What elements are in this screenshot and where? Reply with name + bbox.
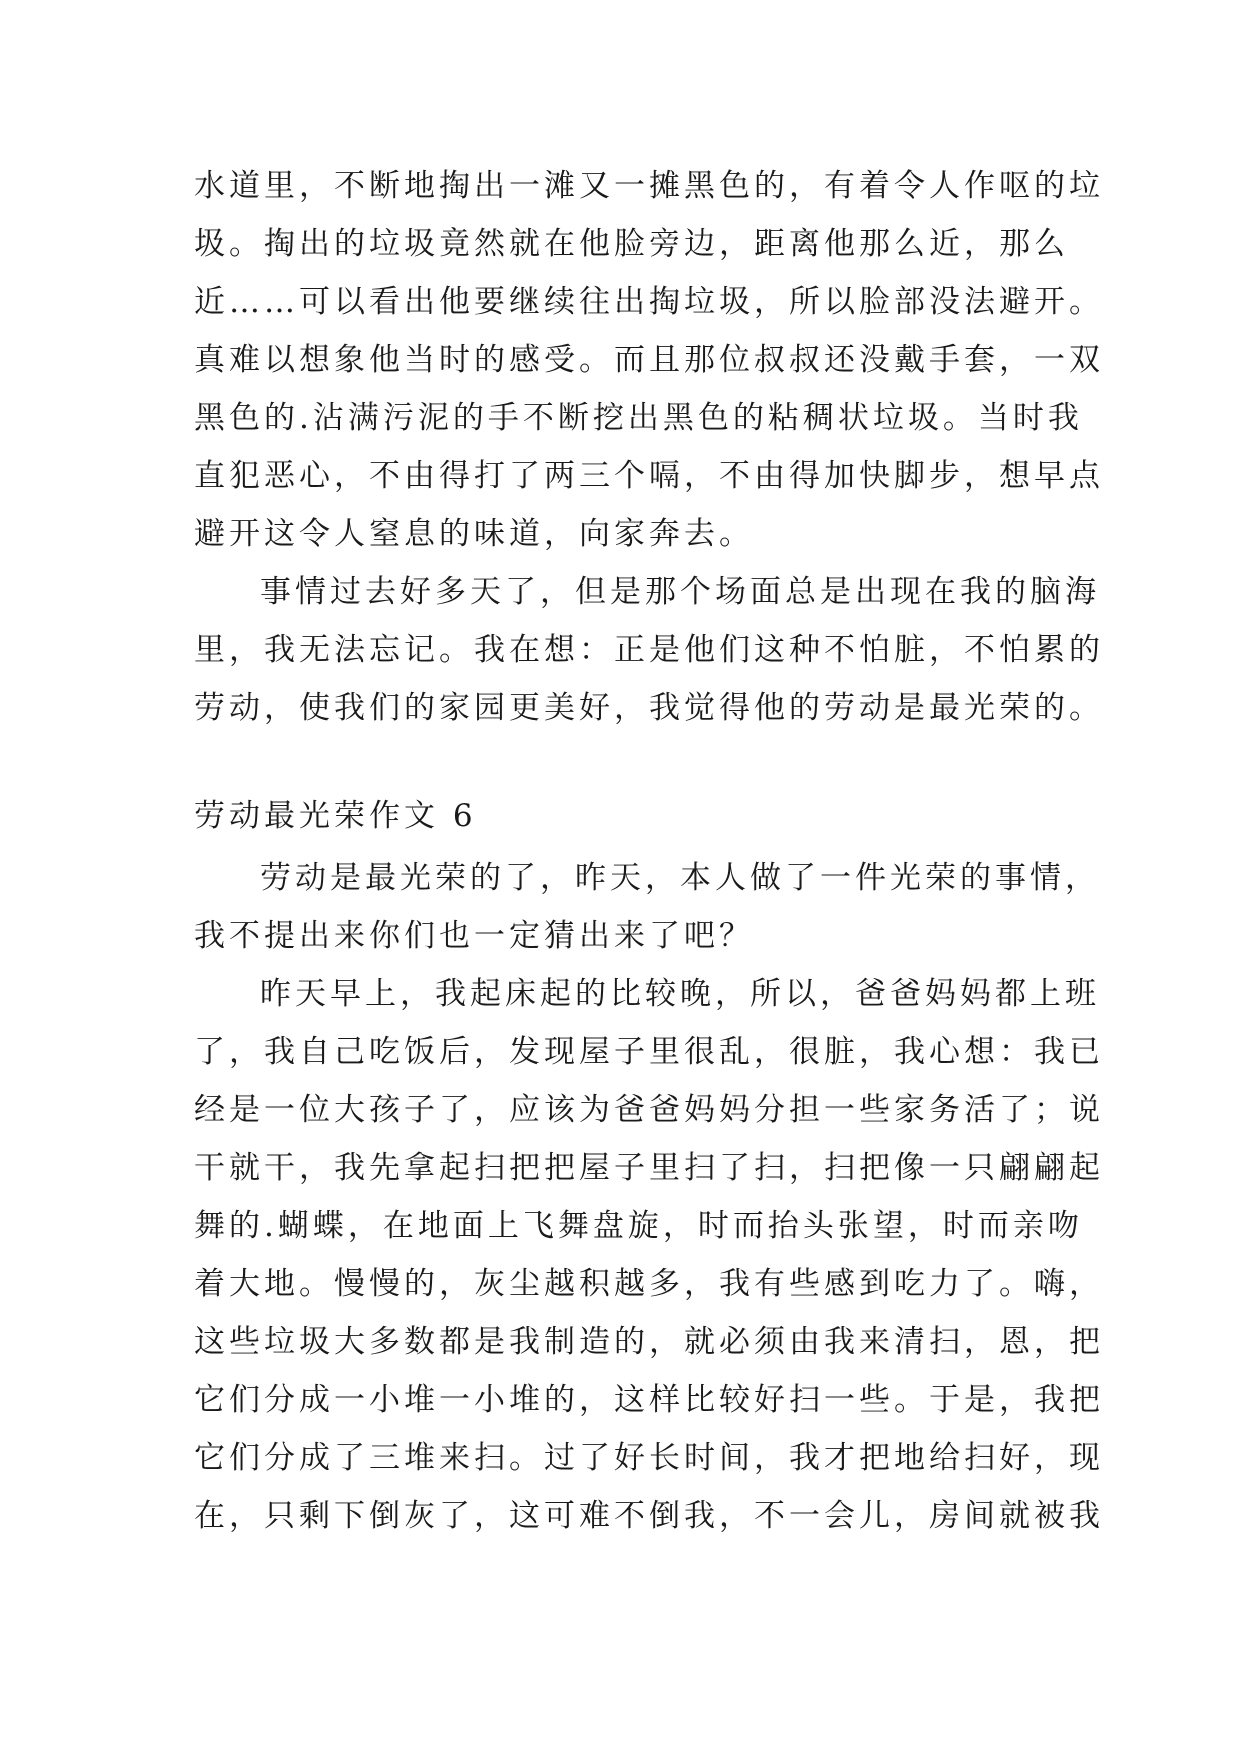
- paragraph-line: 真难以想象他当时的感受。而且那位叔叔还没戴手套，一双: [194, 342, 1104, 378]
- paragraph-line: 事情过去好多天了，但是那个场面总是出现在我的脑海: [260, 574, 1100, 610]
- section-title: 劳动最光荣作文 6: [194, 798, 477, 834]
- paragraph-line: 着大地。慢慢的，灰尘越积越多，我有些感到吃力了。嗨，: [194, 1266, 1104, 1302]
- paragraph-line: 我不提出来你们也一定猜出来了吧？: [194, 918, 754, 954]
- paragraph-line: 水道里，不断地掏出一滩又一摊黑色的，有着令人作呕的垃: [194, 168, 1104, 204]
- paragraph-line: 这些垃圾大多数都是我制造的，就必须由我来清扫，恩，把: [194, 1324, 1104, 1360]
- paragraph-line: 干就干，我先拿起扫把把屋子里扫了扫，扫把像一只翩翩起: [194, 1150, 1104, 1186]
- paragraph-line: 昨天早上，我起床起的比较晚，所以，爸爸妈妈都上班: [260, 976, 1100, 1012]
- paragraph-line: 经是一位大孩子了，应该为爸爸妈妈分担一些家务活了；说: [194, 1092, 1104, 1128]
- paragraph-line: 它们分成了三堆来扫。过了好长时间，我才把地给扫好，现: [194, 1440, 1104, 1476]
- paragraph-line: 避开这令人窒息的味道，向家奔去。: [194, 516, 754, 552]
- paragraph-line: 它们分成一小堆一小堆的，这样比较好扫一些。于是，我把: [194, 1382, 1104, 1418]
- paragraph-line: 圾。掏出的垃圾竟然就在他脸旁边，距离他那么近，那么: [194, 226, 1069, 262]
- paragraph-line: 直犯恶心，不由得打了两三个嗝，不由得加快脚步，想早点: [194, 458, 1104, 494]
- paragraph-line: 里，我无法忘记。我在想：正是他们这种不怕脏，不怕累的: [194, 632, 1104, 668]
- paragraph-line: 舞的.蝴蝶，在地面上飞舞盘旋，时而抬头张望，时而亲吻: [194, 1208, 1083, 1244]
- paragraph-line: 在，只剩下倒灰了，这可难不倒我，不一会儿，房间就被我: [194, 1498, 1104, 1534]
- paragraph-line: 黑色的.沾满污泥的手不断挖出黑色的粘稠状垃圾。当时我: [194, 400, 1083, 436]
- paragraph-line: 劳动是最光荣的了，昨天，本人做了一件光荣的事情，: [260, 860, 1100, 896]
- paragraph-line: 了，我自己吃饭后，发现屋子里很乱，很脏，我心想：我已: [194, 1034, 1104, 1070]
- paragraph-line: 近……可以看出他要继续往出掏垃圾，所以脸部没法避开。: [194, 284, 1104, 320]
- paragraph-line: 劳动，使我们的家园更美好，我觉得他的劳动是最光荣的。: [194, 690, 1104, 726]
